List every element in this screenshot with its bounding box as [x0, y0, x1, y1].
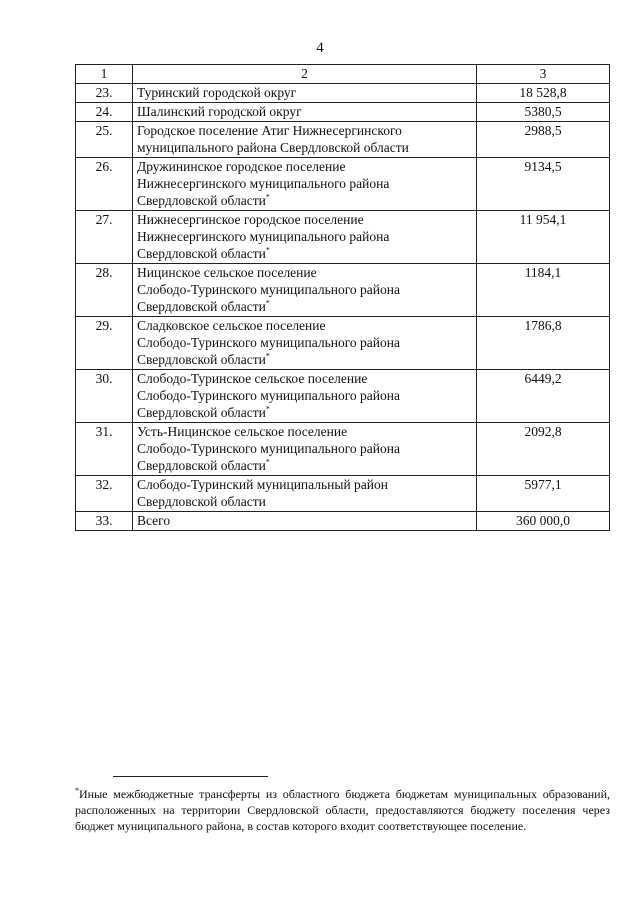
table-row	[76, 103, 610, 122]
row-value: 1786,8	[477, 317, 610, 370]
row-name-line: Нижнесергинского муниципального района	[137, 176, 390, 191]
row-name-line: Туринский городской округ	[137, 85, 297, 100]
row-number: 24.	[76, 103, 133, 122]
row-name	[133, 264, 477, 317]
row-number: 27.	[76, 211, 133, 264]
row-number: 23.	[76, 84, 133, 103]
row-value: 1184,1	[477, 264, 610, 317]
footnote-text: Иные межбюджетные трансферты из областного бюджета бюджетам муниципальных образований, расположенных на территории Свердловской области, предоставляются бюджету поселения через бюджет муниципального района, в состав которого входит соответствующее поселение.	[75, 787, 610, 833]
row-number: 30.	[76, 370, 133, 423]
row-name-line: Сладковское сельское поселение	[137, 318, 326, 333]
footnote-reference-mark: *	[265, 404, 270, 414]
footnote-reference-mark: *	[265, 192, 270, 202]
row-value: 360 000,0	[477, 512, 610, 531]
row-name	[133, 423, 477, 476]
row-name-line: Свердловской области	[137, 405, 266, 420]
row-name-line: Шалинский городской округ	[137, 104, 302, 119]
table-row	[76, 158, 610, 211]
row-name-line: Слободо-Туринское сельское поселение	[137, 371, 368, 386]
row-name-line: Ницинское сельское поселение	[137, 265, 317, 280]
row-name-line: Всего	[137, 513, 171, 528]
row-name-line: Усть-Ницинское сельское поселение	[137, 424, 348, 439]
row-value: 9134,5	[477, 158, 610, 211]
row-number: 33.	[76, 512, 133, 531]
row-number: 29.	[76, 317, 133, 370]
row-name-line: Слободо-Туринского муниципального района	[137, 441, 400, 456]
header-col-2: 2	[133, 65, 477, 84]
table-row	[76, 476, 610, 512]
row-name-line: Свердловской области	[137, 193, 266, 208]
row-name-line: Свердловской области	[137, 458, 266, 473]
footnote-mark: *	[75, 786, 79, 795]
table-row	[76, 264, 610, 317]
row-number: 31.	[76, 423, 133, 476]
footnote-reference-mark: *	[265, 457, 270, 467]
row-name-line: Слободо-Туринский муниципальный район	[137, 477, 388, 492]
header-col-1: 1	[76, 65, 133, 84]
table-header-row	[76, 65, 610, 84]
table-row	[76, 122, 610, 158]
row-value: 18 528,8	[477, 84, 610, 103]
row-name-line: Свердловской области	[137, 352, 266, 367]
row-name-line: Свердловской области	[137, 246, 266, 261]
page-number: 4	[316, 40, 324, 56]
row-number: 28.	[76, 264, 133, 317]
row-name-line: муниципального района Свердловской области	[137, 140, 409, 155]
row-name	[133, 211, 477, 264]
footnote-reference-mark: *	[265, 351, 270, 361]
row-value: 2092,8	[477, 423, 610, 476]
row-name-line: Свердловской области	[137, 299, 266, 314]
row-number: 25.	[76, 122, 133, 158]
row-name-line: Городское поселение Атиг Нижнесергинского	[137, 123, 402, 138]
table-row	[76, 423, 610, 476]
budget-table	[75, 64, 610, 531]
row-name-line: Нижнесергинское городское поселение	[137, 212, 364, 227]
row-name-line: Свердловской области	[137, 494, 266, 509]
table-row	[76, 370, 610, 423]
row-value: 6449,2	[477, 370, 610, 423]
table-row	[76, 84, 610, 103]
footnote-divider	[113, 776, 268, 777]
row-number: 32.	[76, 476, 133, 512]
row-name-line: Слободо-Туринского муниципального района	[137, 282, 400, 297]
row-name	[133, 158, 477, 211]
row-name	[133, 317, 477, 370]
budget-table-body	[76, 65, 610, 531]
row-name	[133, 84, 477, 103]
row-value: 11 954,1	[477, 211, 610, 264]
footnote-reference-mark: *	[265, 245, 270, 255]
footnote	[75, 786, 610, 834]
row-name-line: Нижнесергинского муниципального района	[137, 229, 390, 244]
row-name	[133, 512, 477, 531]
row-name	[133, 103, 477, 122]
row-value: 2988,5	[477, 122, 610, 158]
footnote-reference-mark: *	[265, 298, 270, 308]
row-value: 5380,5	[477, 103, 610, 122]
header-col-3: 3	[477, 65, 610, 84]
row-name	[133, 370, 477, 423]
table-row	[76, 512, 610, 531]
row-name	[133, 476, 477, 512]
row-name-line: Слободо-Туринского муниципального района	[137, 388, 400, 403]
row-name-line: Слободо-Туринского муниципального района	[137, 335, 400, 350]
table-row	[76, 211, 610, 264]
table-row	[76, 317, 610, 370]
row-value: 5977,1	[477, 476, 610, 512]
row-name-line: Дружининское городское поселение	[137, 159, 346, 174]
row-name	[133, 122, 477, 158]
row-number: 26.	[76, 158, 133, 211]
